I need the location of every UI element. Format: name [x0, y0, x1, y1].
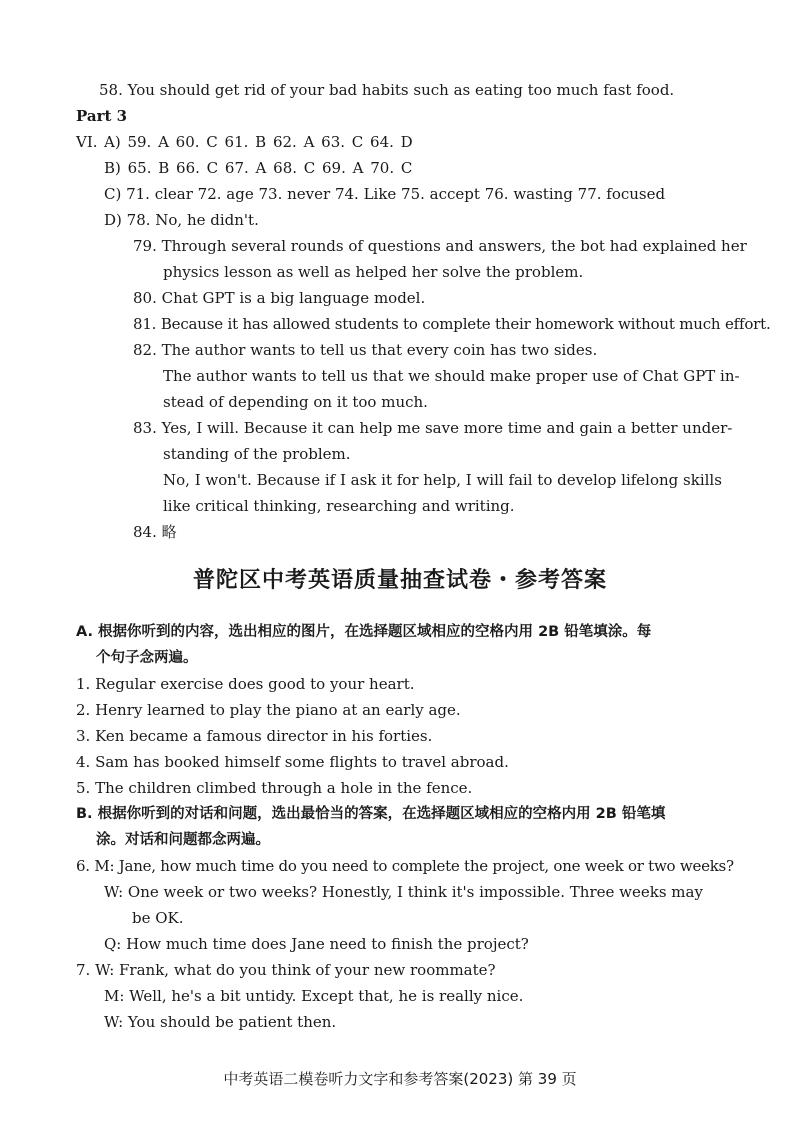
answer-79-line2: physics lesson as well as helped her solve the problem. [163, 263, 584, 281]
dialogue-6-w-line2: be OK. [132, 909, 184, 927]
listening-item-5: 5. The children climbed through a hole in the fence. [76, 779, 473, 797]
listening-item-4: 4. Sam has booked himself some flights to travel abroad. [76, 753, 509, 771]
section-b-instruction-line2: 涂。对话和问题都念两遍。 [96, 832, 270, 848]
answer-84: 84. 略 [133, 523, 177, 541]
answer-row-a: A) 59. A 60. C 61. B 62. A 63. C 64. D [104, 133, 413, 151]
answer-82-line3: stead of depending on it too much. [163, 393, 428, 411]
section-a-instruction-line1: A. 根据你听到的内容，选出相应的图片，在选择题区域相应的空格内用 2B 铅笔填涂。每 [76, 624, 652, 640]
listening-item-3: 3. Ken became a famous director in his forties. [76, 727, 433, 745]
dialogue-7-w: 7. W: Frank, what do you think of your new roommate? [76, 961, 496, 979]
answer-row-c: C) 71. clear 72. age 73. never 74. Like 75. accept 76. wasting 77. focused [104, 185, 666, 203]
section-vi-label: VI. [76, 133, 98, 151]
section-b-instruction-line1: B. 根据你听到的对话和问题，选出最恰当的答案，在选择题区域相应的空格内用 2B 铅笔填 [76, 806, 666, 822]
answer-row-b: B) 65. B 66. C 67. A 68. C 69. A 70. C [104, 159, 413, 177]
answer-81: 81. Because it has allowed students to complete their homework without much effort. [133, 315, 771, 333]
answer-82-line1: 82. The author wants to tell us that every coin has two sides. [133, 341, 598, 359]
section-a-instruction-line2: 个句子念两遍。 [96, 650, 198, 666]
listening-item-1: 1. Regular exercise does good to your heart. [76, 675, 415, 693]
listening-item-2: 2. Henry learned to play the piano at an early age. [76, 701, 461, 719]
answer-83-line2: standing of the problem. [163, 445, 351, 463]
dialogue-6-w-line1: W: One week or two weeks? Honestly, I think it's impossible. Three weeks may [104, 883, 703, 901]
answer-82-line2: The author wants to tell us that we should make proper use of Chat GPT in- [163, 367, 740, 385]
page-footer: 中考英语二模卷听力文字和参考答案(2023) 第 39 页 [223, 1070, 577, 1088]
answer-83-line1: 83. Yes, I will. Because it can help me save more time and gain a better under- [133, 419, 733, 437]
dialogue-6-m: 6. M: Jane, how much time do you need to complete the project, one week or two weeks? [76, 857, 734, 875]
dialogue-7-w2: W: You should be patient then. [104, 1013, 337, 1031]
dialogue-6-question: Q: How much time does Jane need to finish the project? [104, 935, 529, 953]
page-title: 普陀区中考英语质量抽查试卷・参考答案 [192, 568, 607, 593]
answer-80: 80. Chat GPT is a big language model. [133, 289, 426, 307]
part-3-label: Part 3 [76, 107, 128, 125]
answer-83-line4: like critical thinking, researching and writing. [163, 497, 515, 515]
dialogue-7-m: M: Well, he's a bit untidy. Except that, he is really nice. [104, 987, 524, 1005]
answer-row-d: D) 78. No, he didn't. [104, 211, 259, 229]
answer-83-line3: No, I won't. Because if I ask it for help, I will fail to develop lifelong skills [163, 471, 722, 489]
answer-58: 58. You should get rid of your bad habits such as eating too much fast food. [99, 81, 675, 99]
answer-79-line1: 79. Through several rounds of questions and answers, the bot had explained her [133, 237, 747, 255]
